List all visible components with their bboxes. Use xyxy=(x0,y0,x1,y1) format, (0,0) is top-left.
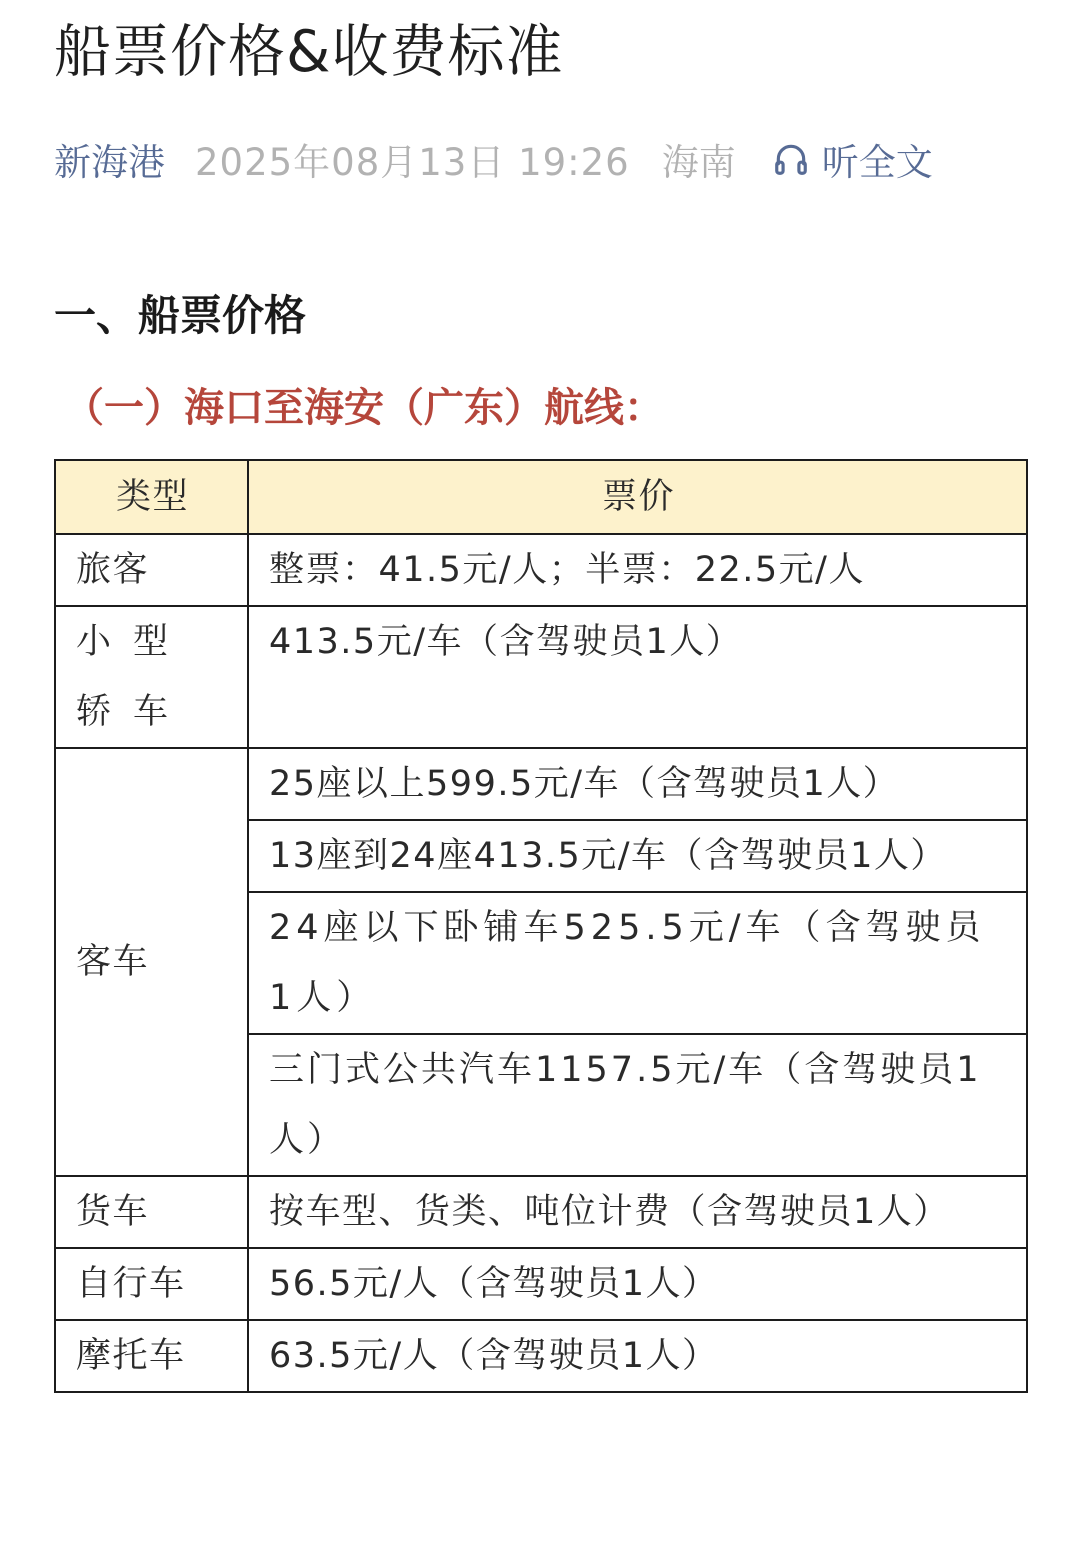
region-label: 海南 xyxy=(661,141,736,184)
article-title: 船票价格&收费标准 xyxy=(54,19,564,85)
price-cell: 整票：41.5元/人；半票：22.5元/人 xyxy=(248,534,1027,606)
type-cell: 货车 xyxy=(55,1176,248,1248)
price-cell: 413.5元/车（含驾驶员1人） xyxy=(248,606,1027,748)
price-cell: 13座到24座413.5元/车（含驾驶员1人） xyxy=(248,820,1027,892)
publish-date: 2025年08月13日 19:26 xyxy=(195,141,630,184)
price-cell: 56.5元/人（含驾驶员1人） xyxy=(248,1248,1027,1320)
type-cell: 自行车 xyxy=(55,1248,248,1320)
fare-table xyxy=(54,459,1028,1393)
price-cell: 63.5元/人（含驾驶员1人） xyxy=(248,1320,1027,1392)
table-header-row xyxy=(55,460,1027,534)
source-link[interactable]: 新海港 xyxy=(54,141,165,184)
table-row xyxy=(55,606,1027,748)
section-heading: 一、船票价格 xyxy=(54,291,307,340)
header-price: 票价 xyxy=(248,460,1027,534)
type-cell: 旅客 xyxy=(55,534,248,606)
table-row xyxy=(55,534,1027,606)
listen-button[interactable] xyxy=(772,132,933,186)
price-cell: 按车型、货类、吨位计费（含驾驶员1人） xyxy=(248,1176,1027,1248)
type-cell: 摩托车 xyxy=(55,1320,248,1392)
headphones-icon xyxy=(772,140,810,178)
table-row xyxy=(55,1248,1027,1320)
table-row xyxy=(55,748,1027,820)
price-cell: 25座以上599.5元/车（含驾驶员1人） xyxy=(248,748,1027,820)
table-row xyxy=(55,1320,1027,1392)
table-row xyxy=(55,1176,1027,1248)
route-heading: （一）海口至海安（广东）航线： xyxy=(64,385,664,431)
listen-label: 听全文 xyxy=(821,141,933,184)
header-type: 类型 xyxy=(55,460,248,534)
price-cell: 三门式公共汽车1157.5元/车（含驾驶员1人） xyxy=(248,1034,1027,1176)
article-meta xyxy=(54,132,933,186)
type-cell: 客车 xyxy=(55,748,248,1176)
type-cell: 小型轿车 xyxy=(55,606,248,748)
price-cell: 24座以下卧铺车525.5元/车（含驾驶员1人） xyxy=(248,892,1027,1034)
